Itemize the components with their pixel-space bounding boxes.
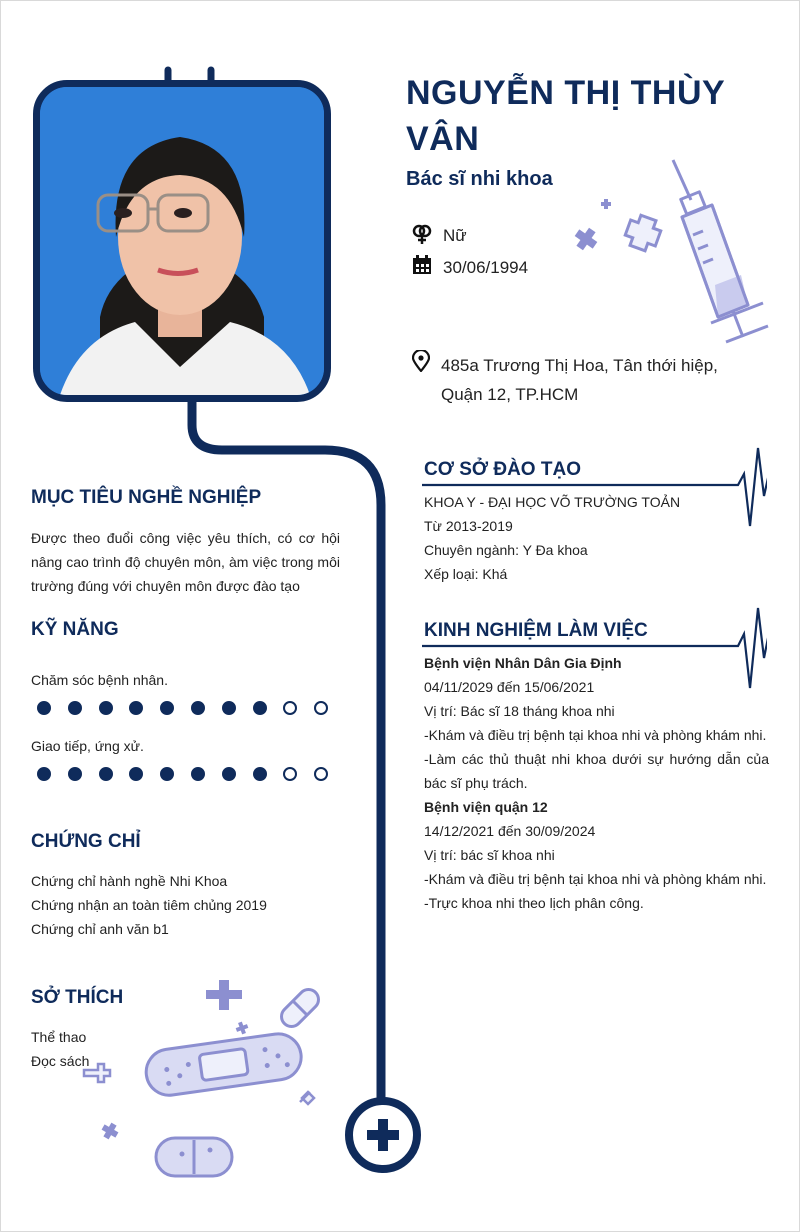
- skill-dot: [160, 701, 174, 715]
- education-heading: CƠ SỞ ĐÀO TẠO: [424, 459, 581, 480]
- job-position: Vị trí: bác sĩ khoa nhi: [424, 847, 555, 863]
- skill-dot: [99, 767, 113, 781]
- job-place: Bệnh viện quận 12: [424, 799, 548, 815]
- location-pin-icon: [412, 350, 430, 372]
- experience-list: [424, 651, 769, 915]
- hobby-item: Thể thao: [31, 1029, 87, 1045]
- bandage-decoration: [70, 980, 330, 1190]
- job-entry: [424, 795, 769, 915]
- objective-heading: MỤC TIÊU NGHỀ NGHIỆP: [31, 487, 262, 508]
- skill-dot: [68, 767, 82, 781]
- gender-icon: [411, 223, 433, 245]
- education-years: Từ 2013-2019: [424, 518, 513, 534]
- address: [441, 351, 718, 409]
- skill-dot: [283, 701, 297, 715]
- job-period: 04/11/2029 đến 15/06/2021: [424, 679, 595, 695]
- calendar-icon: [412, 255, 432, 275]
- address-line-2: Quận 12, TP.HCM: [441, 385, 579, 404]
- skill-dot: [37, 701, 51, 715]
- gender-value: Nữ: [443, 226, 467, 245]
- portrait-image: [40, 87, 324, 395]
- skill-dot: [253, 701, 267, 715]
- skill-dot: [37, 767, 51, 781]
- cross-icon: [575, 199, 611, 250]
- skill-dot: [314, 701, 328, 715]
- skill-dot: [314, 767, 328, 781]
- school-name: KHOA Y - ĐẠI HỌC VÕ TRƯỜNG TOẢN: [424, 494, 681, 510]
- skill-dot: [283, 767, 297, 781]
- job-period: 14/12/2021 đến 30/09/2024: [424, 823, 596, 839]
- skill-dot: [129, 701, 143, 715]
- skill-dot: [160, 767, 174, 781]
- certificates-list: [31, 869, 267, 941]
- education-major: Chuyên ngành: Y Đa khoa: [424, 542, 588, 558]
- job-duty: -Khám và điều trị bệnh tại khoa nhi và phòng khám nhi.: [424, 727, 767, 743]
- skill-rating: [30, 766, 340, 784]
- skill-label: Giao tiếp, ứng xử.: [31, 738, 144, 754]
- skill-dot: [129, 767, 143, 781]
- skill-dot: [191, 701, 205, 715]
- experience-heading: KINH NGHIỆM LÀM VIỆC: [424, 620, 648, 641]
- skill-dot: [222, 767, 236, 781]
- job-entry: [424, 651, 769, 795]
- skill-rating: [30, 700, 340, 718]
- profile-photo: [33, 80, 331, 402]
- birthdate-value: 30/06/1994: [443, 258, 529, 277]
- education-details: [424, 490, 680, 586]
- job-place: Bệnh viện Nhân Dân Gia Định: [424, 655, 622, 671]
- skill-dot: [253, 767, 267, 781]
- certificates-heading: CHỨNG CHỈ: [31, 831, 141, 852]
- skills-heading: KỸ NĂNG: [31, 619, 119, 640]
- job-position: Vị trí: Bác sĩ 18 tháng khoa nhi: [424, 703, 615, 719]
- candidate-name: NGUYỄN THỊ THÙY VÂN: [406, 74, 725, 158]
- job-duty: -Làm các thủ thuật nhi khoa dưới sự hướng dẫn của bác sĩ phụ trách.: [424, 751, 769, 791]
- certificate-item: Chứng chỉ anh văn b1: [31, 921, 169, 937]
- hobby-item: Đọc sách: [31, 1053, 90, 1069]
- hobbies-heading: SỞ THÍCH: [31, 987, 124, 1008]
- job-title: Bác sĩ nhi khoa: [406, 168, 553, 190]
- education-rank: Xếp loại: Khá: [424, 566, 508, 582]
- address-line-1: 485a Trương Thị Hoa, Tân thới hiệp,: [441, 356, 718, 375]
- certificate-item: Chứng nhận an toàn tiêm chủng 2019: [31, 897, 267, 913]
- skill-dot: [222, 701, 236, 715]
- certificate-item: Chứng chỉ hành nghề Nhi Khoa: [31, 873, 228, 889]
- skill-dot: [191, 767, 205, 781]
- job-duty: -Khám và điều trị bệnh tại khoa nhi và phòng khám nhi.: [424, 871, 767, 887]
- skill-dot: [99, 701, 113, 715]
- objective-text: Được theo đuổi công việc yêu thích, có cơ hội nâng cao trình độ chuyên môn, àm việc trong môi trường đúng với chuyên môn được đào tạo: [31, 530, 340, 594]
- syringe-decoration: [565, 155, 780, 355]
- skill-label: Chăm sóc bệnh nhân.: [31, 672, 168, 688]
- job-duty: -Trực khoa nhi theo lịch phân công.: [424, 895, 644, 911]
- skill-dot: [68, 701, 82, 715]
